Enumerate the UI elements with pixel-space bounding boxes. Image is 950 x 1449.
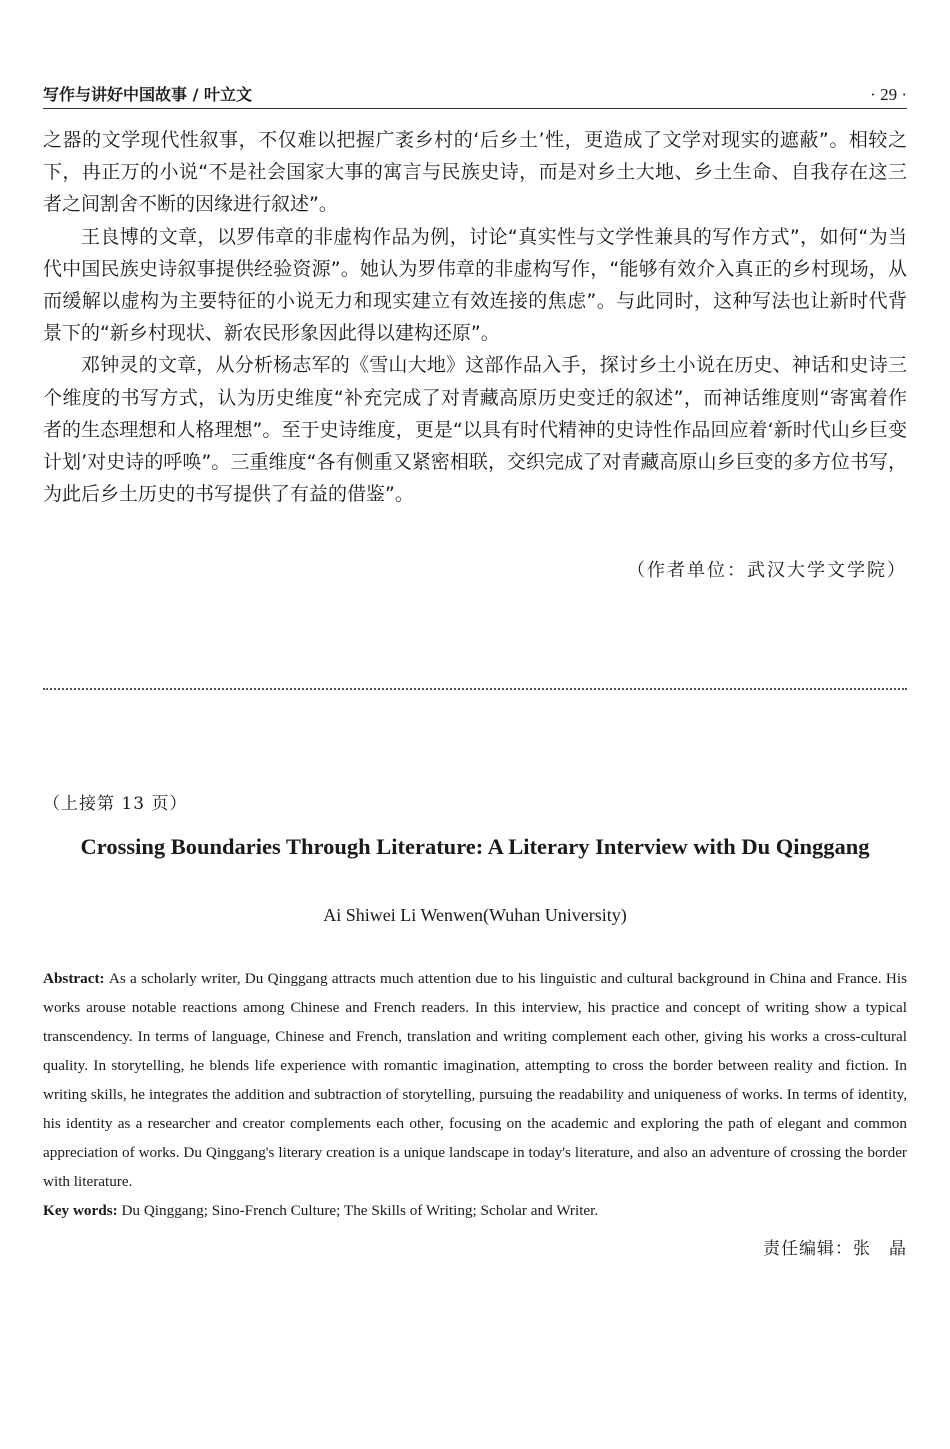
abstract-paragraph	[43, 964, 907, 1196]
page-number: · 29 ·	[870, 85, 907, 104]
english-title: Crossing Boundaries Through Literature: A Literary Interview with Du Qinggang	[80, 834, 870, 859]
english-authors: Ai Shiwei Li Wenwen(Wuhan University)	[323, 905, 627, 925]
article-body	[43, 124, 907, 510]
running-header	[43, 84, 907, 109]
section-divider	[43, 688, 907, 690]
keywords-text: Du Qinggang; Sino-French Culture; The Skills of Writing; Scholar and Writer.	[121, 1202, 599, 1219]
keywords-paragraph	[43, 1196, 907, 1225]
body-paragraph: 王良博的文章，以罗伟章的非虚构作品为例，讨论“真实性与文学性兼具的写作方式”，如何“为当代中国民族史诗叙事提供经验资源”。她认为罗伟章的非虚构写作，“能够有效介入真正的乡村现场，从而缓解以虚构为主要特征的小说无力和现实建立有效连接的焦虑”。与此同时，这种写法也让新时代背景下的“新乡村现状、新农民形象因此得以建构还原”。	[43, 225, 907, 345]
author-affiliation: （作者单位：武汉大学文学院）	[627, 560, 907, 581]
keywords-label: Key words:	[43, 1202, 122, 1219]
continued-note: （上接第 13 页）	[43, 794, 188, 814]
responsible-editor: 责任编辑：张 晶	[763, 1239, 907, 1259]
abstract-text: As a scholarly writer, Du Qinggang attracts much attention due to his linguistic and cultural background in China and France. His works arouse notable reactions among Chinese and French readers. In this interview, his practice and concept of writing show a typical transcendency. In terms of language, Chinese and French, translation and writing complement each other, giving his works a cross-cultural quality. In storytelling, he blends life experience with romantic imagination, attempting to cross the border between reality and fiction. In writing skills, he integrates the addition and subtraction of storytelling, pursuing the readability and uniqueness of works. In terms of identity, his identity as a researcher and creator complements each other, focusing on the academic and exploring the path of elegant and common appreciation of works. Du Qinggang's literary creation is a unique landscape in today's literature, and also an adventure of crossing the border with literature.	[43, 970, 907, 1190]
header-title: 写作与讲好中国故事 / 叶立文	[43, 85, 252, 104]
abstract-label: Abstract:	[43, 970, 109, 987]
body-paragraph: 之器的文学现代性叙事，不仅难以把握广袤乡村的‘后乡土’性，更造成了文学对现实的遮蔽”。相较之下，冉正万的小说“不是社会国家大事的寓言与民族史诗，而是对乡土大地、乡土生命、自我存在这三者之间割舍不断的因缘进行叙述”。	[43, 129, 907, 216]
body-paragraph: 邓钟灵的文章，从分析杨志军的《雪山大地》这部作品入手，探讨乡土小说在历史、神话和史诗三个维度的书写方式，认为历史维度“补充完成了对青藏高原历史变迁的叙述”，而神话维度则“寄寓着作者的生态理想和人格理想”。至于史诗维度，更是“以具有时代精神的史诗性作品回应着‘新时代山乡巨变计划’对史诗的呼唤”。三重维度“各有侧重又紧密相联，交织完成了对青藏高原山乡巨变的多方位书写，为此后乡土历史的书写提供了有益的借鉴”。	[43, 354, 907, 506]
english-abstract	[43, 964, 907, 1225]
